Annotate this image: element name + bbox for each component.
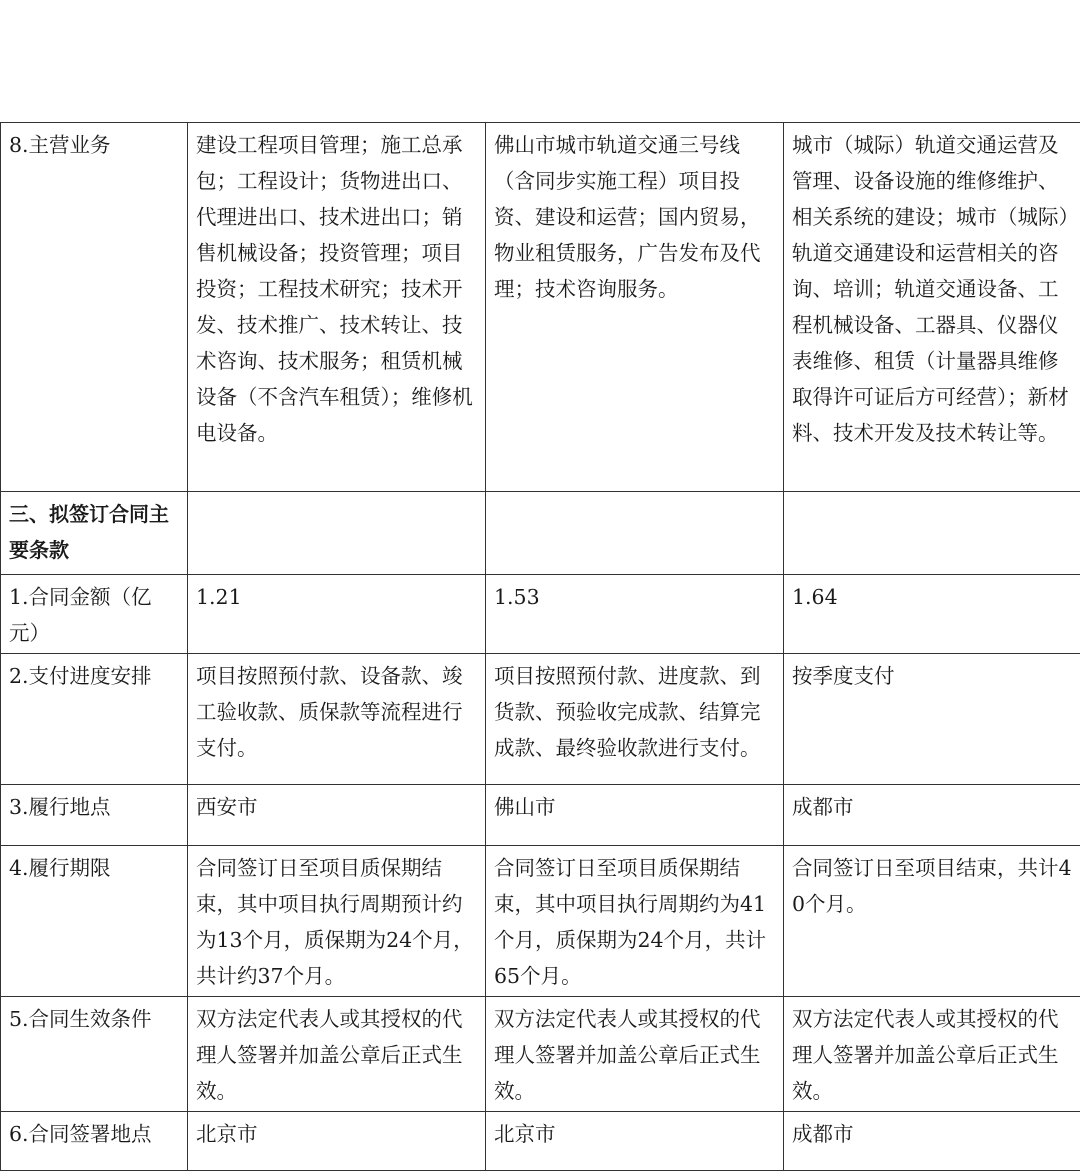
row-label: 6.合同签署地点 — [1, 1112, 188, 1171]
row-label: 1.合同金额（亿元） — [1, 575, 188, 654]
table-cell — [486, 492, 784, 575]
row-label: 3.履行地点 — [1, 785, 188, 846]
table-cell: 双方法定代表人或其授权的代理人签署并加盖公章后正式生效。 — [188, 997, 486, 1112]
contract-terms-table — [0, 122, 1080, 1171]
table-cell: 成都市 — [784, 1112, 1080, 1171]
table-cell: 项目按照预付款、设备款、竣工验收款、质保款等流程进行支付。 — [188, 654, 486, 785]
row-label: 2.支付进度安排 — [1, 654, 188, 785]
table-cell: 项目按照预付款、进度款、到货款、预验收完成款、结算完成款、最终验收款进行支付。 — [486, 654, 784, 785]
table-row-effective-conditions — [1, 997, 1080, 1112]
row-label: 5.合同生效条件 — [1, 997, 188, 1112]
table-cell: 合同签订日至项目结束，共计40个月。 — [784, 846, 1080, 997]
table-cell: 合同签订日至项目质保期结束，其中项目执行周期约为41个月，质保期为24个月，共计65个月。 — [486, 846, 784, 997]
table-cell: 北京市 — [486, 1112, 784, 1171]
table-row-performance-period — [1, 846, 1080, 997]
table-cell: 按季度支付 — [784, 654, 1080, 785]
table-cell: 西安市 — [188, 785, 486, 846]
table-cell: 城市（城际）轨道交通运营及管理、设备设施的维修维护、相关系统的建设；城市（城际）轨道交通建设和运营相关的咨询、培训；轨道交通设备、工程机械设备、工器具、仪器仪表维修、租赁（计量器具维修取得许可证后方可经营）；新材料、技术开发及技术转让等。 — [784, 123, 1080, 492]
row-label: 4.履行期限 — [1, 846, 188, 997]
table-cell: 1.53 — [486, 575, 784, 654]
table-cell: 1.21 — [188, 575, 486, 654]
table-cell: 佛山市 — [486, 785, 784, 846]
table-cell: 建设工程项目管理；施工总承包；工程设计；货物进出口、代理进出口、技术进出口；销售机械设备；投资管理；项目投资；工程技术研究；技术开发、技术推广、技术转让、技术咨询、技术服务；租赁机械设备（不含汽车租赁）；维修机电设备。 — [188, 123, 486, 492]
table-row-payment-schedule — [1, 654, 1080, 785]
table-row-section-header — [1, 492, 1080, 575]
table-row-contract-amount — [1, 575, 1080, 654]
table-cell — [188, 492, 486, 575]
contract-table-page — [0, 122, 1080, 1171]
table-cell: 双方法定代表人或其授权的代理人签署并加盖公章后正式生效。 — [784, 997, 1080, 1112]
table-cell: 成都市 — [784, 785, 1080, 846]
table-cell: 双方法定代表人或其授权的代理人签署并加盖公章后正式生效。 — [486, 997, 784, 1112]
table-row-signing-place — [1, 1112, 1080, 1171]
table-row-main-business — [1, 123, 1080, 492]
table-cell: 佛山市城市轨道交通三号线（含同步实施工程）项目投资、建设和运营；国内贸易，物业租赁服务，广告发布及代理；技术咨询服务。 — [486, 123, 784, 492]
table-cell: 合同签订日至项目质保期结束，其中项目执行周期预计约为13个月，质保期为24个月，共计约37个月。 — [188, 846, 486, 997]
section-title: 三、拟签订合同主要条款 — [1, 492, 188, 575]
table-cell: 北京市 — [188, 1112, 486, 1171]
table-cell — [784, 492, 1080, 575]
row-label: 8.主营业务 — [1, 123, 188, 492]
table-row-performance-place — [1, 785, 1080, 846]
table-cell: 1.64 — [784, 575, 1080, 654]
